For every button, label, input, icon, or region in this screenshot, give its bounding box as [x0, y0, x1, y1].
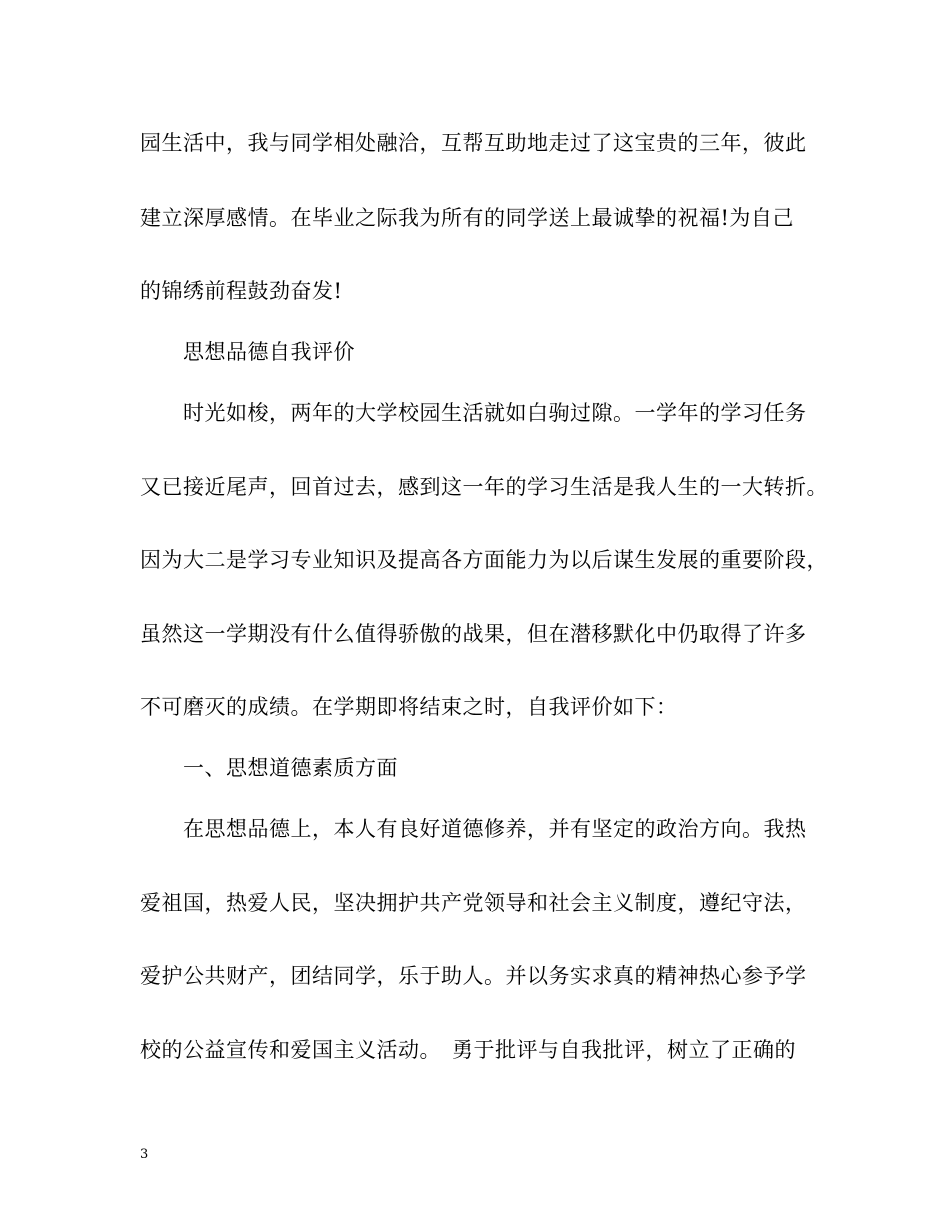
text-line-8: 虽然这一学期没有什么值得骄傲的战果，但在潜移默化中仍取得了许多 — [140, 622, 807, 646]
text-line-3: 的锦绣前程鼓劲奋发! — [140, 279, 343, 303]
text-line-13: 爱护公共财产，团结同学，乐于助人。并以务实求真的精神热心参予学 — [140, 964, 807, 988]
text-line-11: 在思想品德上，本人有良好道德修养，并有坚定的政治方向。我热 — [183, 817, 807, 841]
section-heading-moral-quality: 一、思想道德素质方面 — [183, 756, 398, 780]
text-line-7: 因为大二是学习专业知识及提高各方面能力为以后谋生发展的重要阶段， — [140, 548, 828, 572]
text-line-12: 爱祖国，热爱人民，坚决拥护共产党领导和社会主义制度，遵纪守法， — [140, 891, 807, 915]
text-line-14: 校的公益宣传和爱国主义活动。 勇于批评与自我批评，树立了正确的 — [140, 1038, 796, 1062]
text-line-9: 不可磨灭的成绩。在学期即将结束之时，自我评价如下： — [140, 695, 678, 719]
page-number: 3 — [140, 1147, 149, 1162]
text-line-2: 建立深厚感情。在毕业之际我为所有的同学送上最诚挚的祝福!为自己 — [140, 206, 794, 230]
section-heading-self-evaluation: 思想品德自我评价 — [183, 340, 355, 364]
text-line-5: 时光如梭，两年的大学校园生活就如白驹过隙。一学年的学习任务 — [183, 401, 807, 425]
text-line-1: 园生活中，我与同学相处融洽，互帮互助地走过了这宝贵的三年，彼此 — [140, 131, 807, 155]
text-line-6: 又已接近尾声，回首过去，感到这一年的学习生活是我人生的一大转折。 — [140, 475, 828, 499]
